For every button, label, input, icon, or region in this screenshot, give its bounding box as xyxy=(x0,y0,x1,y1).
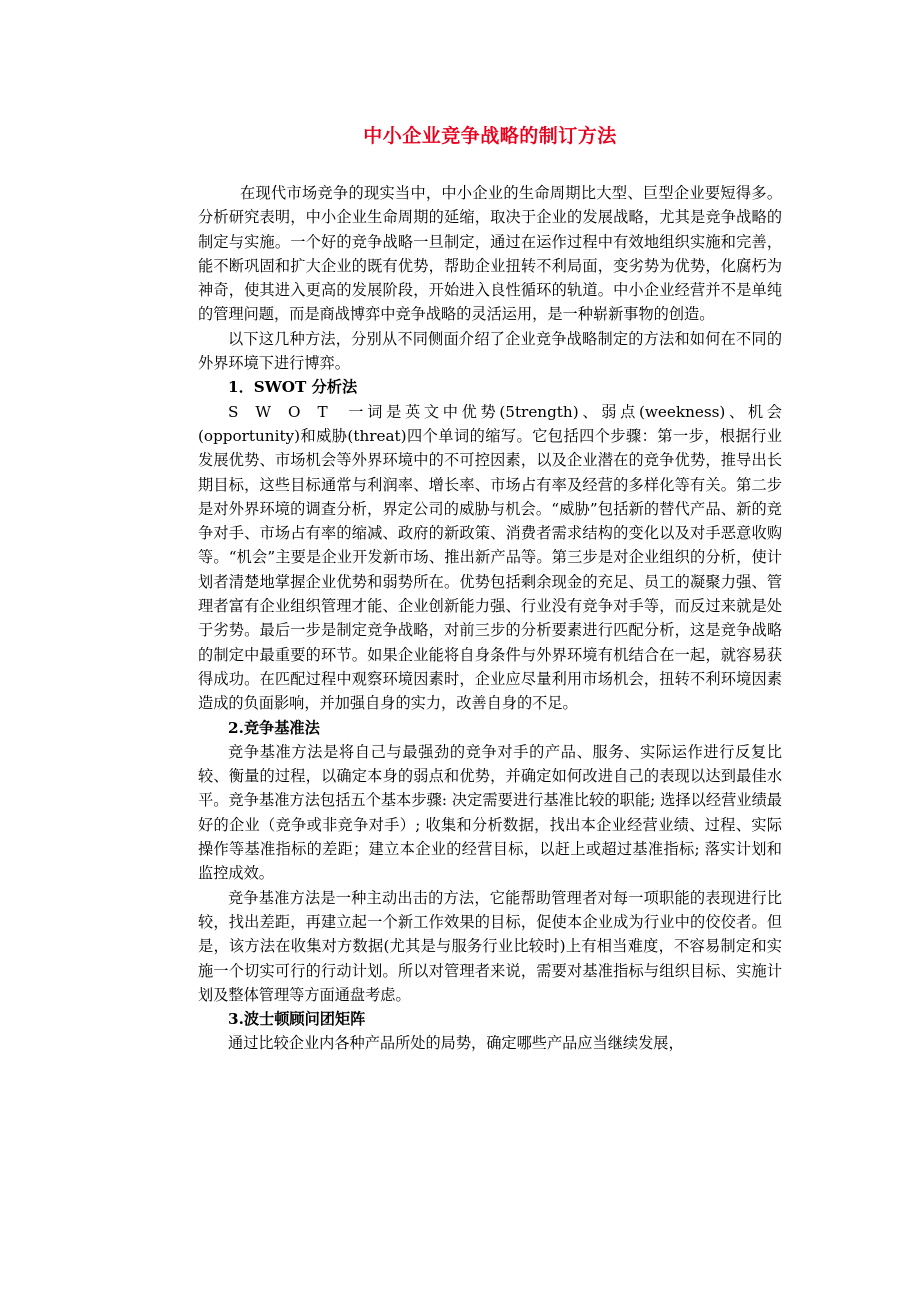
section-2-paragraph-2: 竞争基准方法是一种主动出击的方法，它能帮助管理者对每一项职能的表现进行比较，找出差距，再建立起一个新工作效果的目标，促使本企业成为行业中的佼佼者。但是，该方法在收集对方数据(尤其是与服务行业比较时)上有相当难度，不容易制定和实施一个切实可行的行动计划。所以对管理者来说，需要对基准指标与组织目标、实施计划及整体管理等方面通盘考虑。 xyxy=(198,888,782,1004)
section-3-heading: 3.波士顿顾问团矩阵 xyxy=(228,1010,366,1029)
swot-acronym: SWOT xyxy=(228,402,345,421)
section-1-text: 一词是英文中优势(5trength)、弱点(weekness)、机会(opportunity)和威胁(threat)四个单词的缩写。它包括四个步骤：第一步，根据行业发展优势、市场机会等外界环境中的不可控因素，以及企业潜在的竞争优势，推导出长期目标，这些目标通常与利润率、增长率、市场占有率及经营的多样化等有关。第二步是对外界环境的调查分析，界定公司的威胁与机会。“威胁”包括新的替代产品、新的竞争对手、市场占有率的缩减、政府的新政策、消费者需求结构的变化以及对手恶意收购等。“机会”主要是企业开发新市场、推出新产品等。第三步是对企业组织的分析，使计划者清楚地掌握企业优势和弱势所在。优势包括剩余现金的充足、员工的凝聚力强、管理者富有企业组织管理才能、企业创新能力强、行业没有竞争对手等，而反过来就是处于劣势。最后一步是制定竞争战略，对前三步的分析要素进行匹配分析，这是竞争战略的制定中最重要的环节。如果企业能将自身条件与外界环境有机结合在一起，就容易获得成功。在匹配过程中观察环境因素时，企业应尽量利用市场机会，扭转不利环境因素造成的负面影响，并加强自身的实力，改善自身的不足。 xyxy=(198,402,782,713)
intro-paragraph-2: 以下这几种方法，分别从不同侧面介绍了企业竞争战略制定的方法和如何在不同的外界环境下进行博弈。 xyxy=(198,329,782,373)
intro-paragraph-1: 在现代市场竞争的现实当中，中小企业的生命周期比大型、巨型企业要短得多。分析研究表明，中小企业生命周期的延缩，取决于企业的发展战略，尤其是竞争战略的制定与实施。一个好的竞争战略一旦制定，通过在运作过程中有效地组织实施和完善，能不断巩固和扩大企业的既有优势，帮助企业扭转不利局面，变劣势为优势，化腐朽为神奇，使其进入更高的发展阶段，开始进入良性循环的轨道。中小企业经营并不是单纯的管理问题，而是商战博弈中竞争战略的灵活运用，是一种崭新事物的创造。 xyxy=(198,184,782,324)
section-3-paragraph-1: 通过比较企业内各种产品所处的局势，确定哪些产品应当继续发展， xyxy=(228,1034,684,1053)
document-title: 中小企业竞争战略的制订方法 xyxy=(363,125,617,147)
section-1-heading: 1．SWOT 分析法 xyxy=(228,378,358,397)
section-2-heading: 2.竞争基准法 xyxy=(228,718,320,737)
section-1-body xyxy=(198,400,782,716)
section-2-paragraph-1: 竞争基准方法是将自己与最强劲的竞争对手的产品、服务、实际运作进行反复比较、衡量的过程，以确定本身的弱点和优势，并确定如何改进自己的表现以达到最佳水平。竞争基准方法包括五个基本步骤: 决定需要进行基准比较的职能; 选择以经营业绩最好的企业（竞争或非竞争对手）; 收集和分析数据，找出本企业经营业绩、过程、实际操作等基准指标的差距；建立本企业的经营目标，以赶上或超过基准指标; 落实计划和监控成效。 xyxy=(198,742,782,883)
document-body xyxy=(198,181,782,1056)
